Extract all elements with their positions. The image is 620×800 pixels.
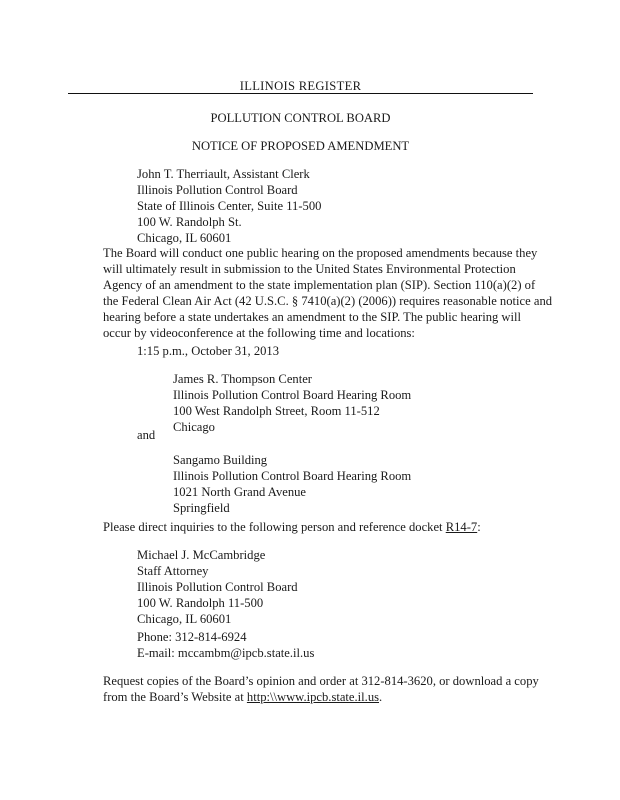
location-line: Springfield xyxy=(173,501,230,515)
inquiries-suffix: : xyxy=(477,520,481,534)
paragraph-line: The Board will conduct one public hearing on the proposed amendments because they xyxy=(103,246,538,260)
location-line: Sangamo Building xyxy=(173,453,268,467)
request-text: from the Board’s Website at xyxy=(103,690,247,704)
contact-line: Chicago, IL 60601 xyxy=(137,612,232,626)
contact-person xyxy=(137,547,298,627)
location-line: Chicago xyxy=(173,420,215,434)
contact-line: Staff Attorney xyxy=(137,564,209,578)
contact-line: Michael J. McCambridge xyxy=(137,548,266,562)
paragraph-line: Agency of an amendment to the state implementation plan (SIP). Section 110(a)(2) of xyxy=(103,278,536,292)
contact-line: 100 W. Randolph 11-500 xyxy=(137,596,264,610)
location-line: 1021 North Grand Avenue xyxy=(173,485,307,499)
address-line: State of Illinois Center, Suite 11-500 xyxy=(137,199,322,213)
location-line: James R. Thompson Center xyxy=(173,372,312,386)
docket-number: R14-7 xyxy=(445,520,478,534)
inquiries-line xyxy=(103,519,533,535)
location-chicago xyxy=(173,371,411,435)
address-line: John T. Therriault, Assistant Clerk xyxy=(137,167,310,181)
inquiries-text: Please direct inquiries to the following person and reference docket xyxy=(103,520,446,534)
address-line: Chicago, IL 60601 xyxy=(137,231,232,245)
register-header: ILLINOIS REGISTER xyxy=(239,79,362,93)
paragraph-line: the Federal Clean Air Act (42 U.S.C. § 7410(a)(2) (2006)) requires reasonable notice and xyxy=(103,294,553,308)
paragraph-line: hearing before a state undertakes an amendment to the SIP. The public hearing will xyxy=(103,310,522,324)
request-line-2 xyxy=(103,689,533,705)
paragraph-line: occur by videoconference at the following time and locations: xyxy=(103,326,415,340)
address-line: 100 W. Randolph St. xyxy=(137,215,242,229)
location-line: Illinois Pollution Control Board Hearing Room xyxy=(173,388,412,402)
phone-number: Phone: 312-814-6924 xyxy=(137,630,247,644)
request-suffix: . xyxy=(379,690,383,704)
location-line: Illinois Pollution Control Board Hearing Room xyxy=(173,469,412,483)
hearing-time: 1:15 p.m., October 31, 2013 xyxy=(137,344,280,358)
request-paragraph xyxy=(103,673,539,705)
email-address: E-mail: mccambm@ipcb.state.il.us xyxy=(137,646,315,660)
contact-info xyxy=(137,629,314,661)
notice-title: NOTICE OF PROPOSED AMENDMENT xyxy=(191,139,410,153)
location-springfield xyxy=(173,452,411,516)
address-line: Illinois Pollution Control Board xyxy=(137,183,298,197)
location-line: 100 West Randolph Street, Room 11-512 xyxy=(173,404,380,418)
agency-name: POLLUTION CONTROL BOARD xyxy=(210,111,391,125)
request-line: Request copies of the Board’s opinion and order at 312-814-3620, or download a copy xyxy=(103,674,539,688)
clerk-address xyxy=(137,166,321,246)
header-rule xyxy=(68,93,533,94)
paragraph-line: will ultimately result in submission to the United States Environmental Protection xyxy=(103,262,516,276)
website-link[interactable]: http:\\www.ipcb.state.il.us xyxy=(246,690,380,704)
contact-line: Illinois Pollution Control Board xyxy=(137,580,298,594)
and-connector: and xyxy=(137,428,156,442)
hearing-paragraph xyxy=(103,245,553,341)
